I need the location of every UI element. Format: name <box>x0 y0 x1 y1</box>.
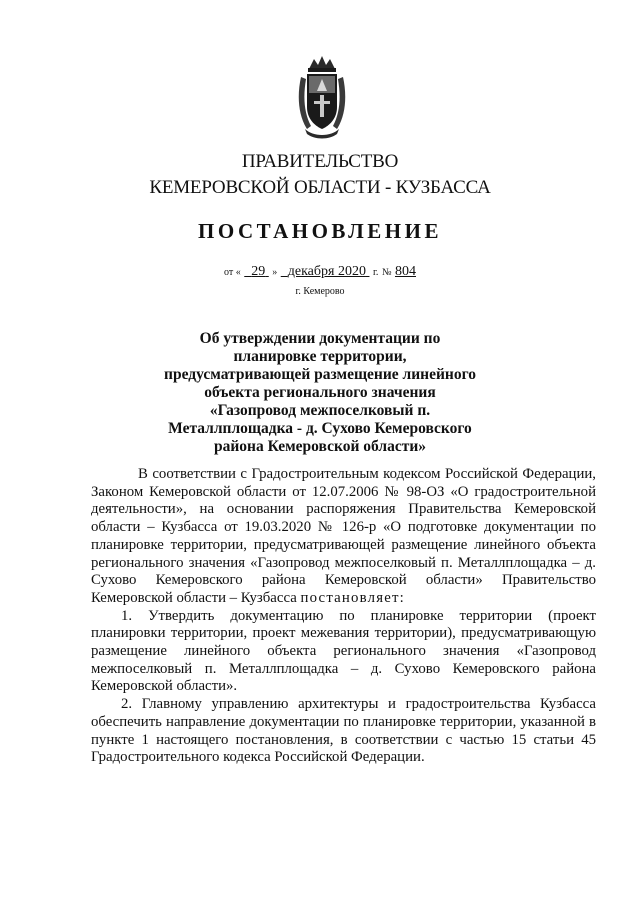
date-year-suffix: г. <box>372 267 379 278</box>
document-dateline <box>0 264 640 280</box>
date-prefix: от « <box>224 267 241 278</box>
date-day: 29 <box>251 264 266 279</box>
item-1-paragraph: 1. Утвердить документацию по планировке территории (проект планировки территории, проект межевания территории), предусматривающую размещение линейного объекта регионального значения «Газопровод межпоселковый п. Металлплощадка – д. Сухово Кемеровского района Кемеровской области». <box>91 607 596 695</box>
resolve-word: постановляет: <box>300 589 405 606</box>
document-city: г. Кемерово <box>295 286 345 297</box>
document-body <box>91 466 596 767</box>
government-name-line1: ПРАВИТЕЛЬСТВО <box>241 151 399 172</box>
intro-paragraph <box>91 466 596 608</box>
number-sign: № <box>381 267 392 278</box>
date-month-year: декабря 2020 <box>287 264 366 279</box>
intro-text: В соответствии с Градостроительным кодексом Российской Федерации, Законом Кемеровской области от 12.07.2006 № 98-ОЗ «О градостроительной деятельности», на основании распоряжения Правительства Кемеровской области – Кузбасса от 19.03.2020 № 126-р «О подготовке документации по планировке территории, предусматривающей размещение линейного объекта регионального значения «Газопровод межпоселковый п. Металлплощадка – д. Сухово Кемеровского района Кемеровской области» Правительство Кемеровской области – Кузбасса <box>91 466 596 606</box>
document-title: Об утверждении документации по планировке территории, предусматривающей размещение линейного объекта регионального значения «Газопровод межпоселковый п. Металлплощадка - д. Сухово Кемеровского района Кемеровской области» <box>164 330 476 455</box>
coat-of-arms-icon <box>295 55 349 140</box>
government-name-line2: КЕМЕРОВСКОЙ ОБЛАСТИ - КУЗБАССА <box>149 177 491 198</box>
document-type-heading: ПОСТАНОВЛЕНИЕ <box>198 219 442 243</box>
document-number: 804 <box>394 264 416 279</box>
item-2-paragraph: 2. Главному управлению архитектуры и градостроительства Кузбасса обеспечить направление документации по планировке территории, указанной в пункте 1 настоящего постановления, в соответствии с частью 15 статьи 45 Градостроительного кодекса Российской Федерации. <box>91 696 596 766</box>
date-mid: » <box>272 267 278 278</box>
